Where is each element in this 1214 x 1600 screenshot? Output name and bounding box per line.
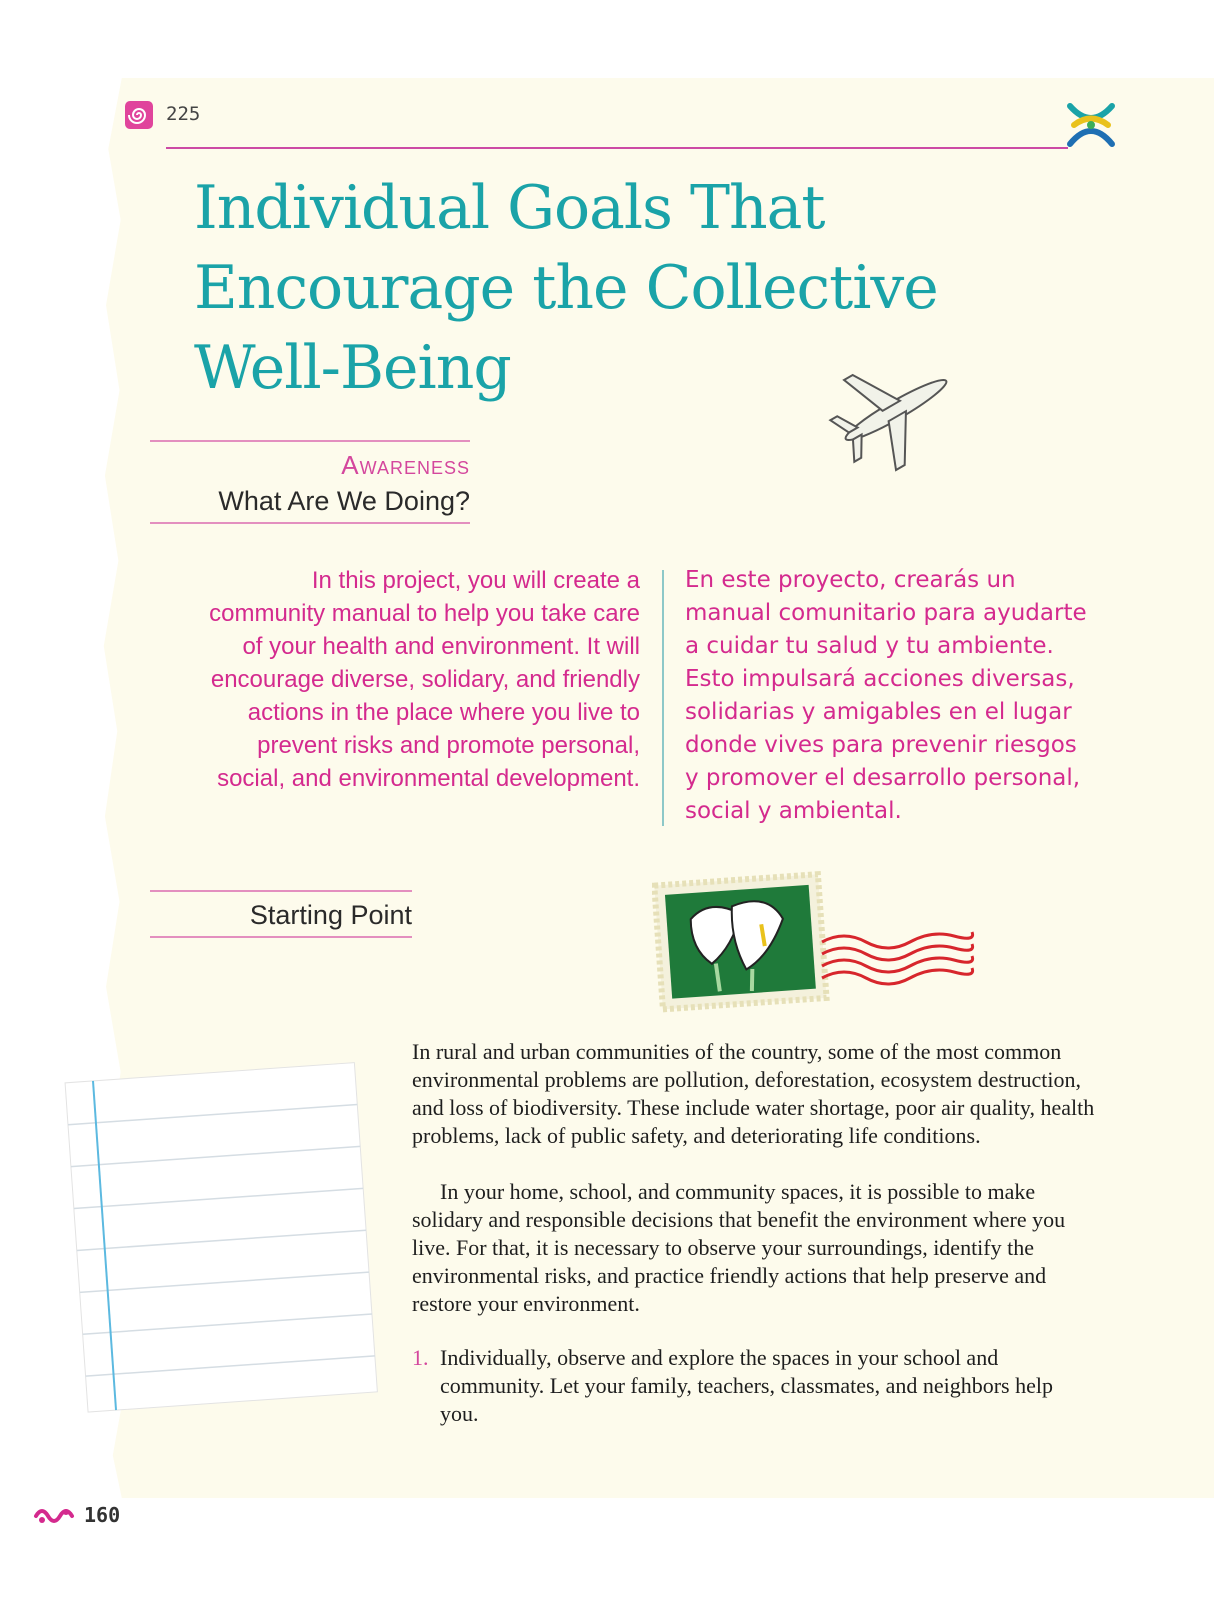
colorful-figure-logo <box>1064 100 1118 150</box>
airplane-icon <box>826 340 966 480</box>
activity-list <box>412 1344 1062 1428</box>
section-rule-bottom <box>150 936 412 938</box>
section-rule-top <box>150 440 470 442</box>
title-line: Well-Being <box>194 333 511 403</box>
header-rule <box>166 147 1068 149</box>
column-divider <box>662 570 664 826</box>
intro-english: In this project, you will create a community manual to help you take care of your health and environment. It will encourage diverse, solidary, and friendly actions in the place where you live to prevent risks and promote personal, social, and environmental development. <box>209 567 640 792</box>
body-paragraph: In your home, school, and community spaces, it is possible to make solidary and responsible decisions that benefit the environment where you live. For that, it is necessary to observe your surroundings, identify the environmental risks, and practice friendly actions that help preserve and restore your environment. <box>412 1179 1066 1316</box>
spiral-glyph-icon <box>124 100 154 130</box>
section-heading-starting-point: Starting Point <box>249 900 412 930</box>
page-title <box>194 168 938 408</box>
list-item-number: 1. <box>412 1345 429 1370</box>
title-line: Individual Goals That <box>194 173 825 243</box>
postage-stamp-icon <box>652 866 982 1016</box>
ornament-glyph-icon <box>32 1504 78 1528</box>
list-item <box>412 1344 1062 1428</box>
section-label-awareness: Awareness <box>341 450 470 480</box>
title-line: Encourage the Collective <box>194 253 938 323</box>
top-page-number: 225 <box>166 103 201 125</box>
body-paragraph: In rural and urban communities of the country, some of the most common environmental problems are pollution, deforestation, ecosystem destruction, and loss of biodiversity. These include water shortage, poor air quality, health problems, lack of public safety, and deteriorating life conditions. <box>412 1039 1095 1148</box>
section-rule-top <box>150 890 412 892</box>
notebook-paper-icon <box>56 1044 396 1424</box>
section-rule-bottom <box>150 522 470 524</box>
intro-spanish: En este proyecto, crearás un manual comunitario para ayudarte a cuidar tu salud y tu ambiente. Esto impulsará acciones diversas, solidarias y amigables en el lugar donde vives para prevenir riesgos y promover el desarrollo personal, social y ambiental. <box>685 567 1087 824</box>
section-heading-what-are-we-doing: What Are We Doing? <box>218 486 470 516</box>
list-item-text: Individually, observe and explore the spaces in your school and community. Let your family, teachers, classmates, and neighbors help you. <box>440 1345 1053 1426</box>
bottom-page-number: 160 <box>84 1503 121 1527</box>
